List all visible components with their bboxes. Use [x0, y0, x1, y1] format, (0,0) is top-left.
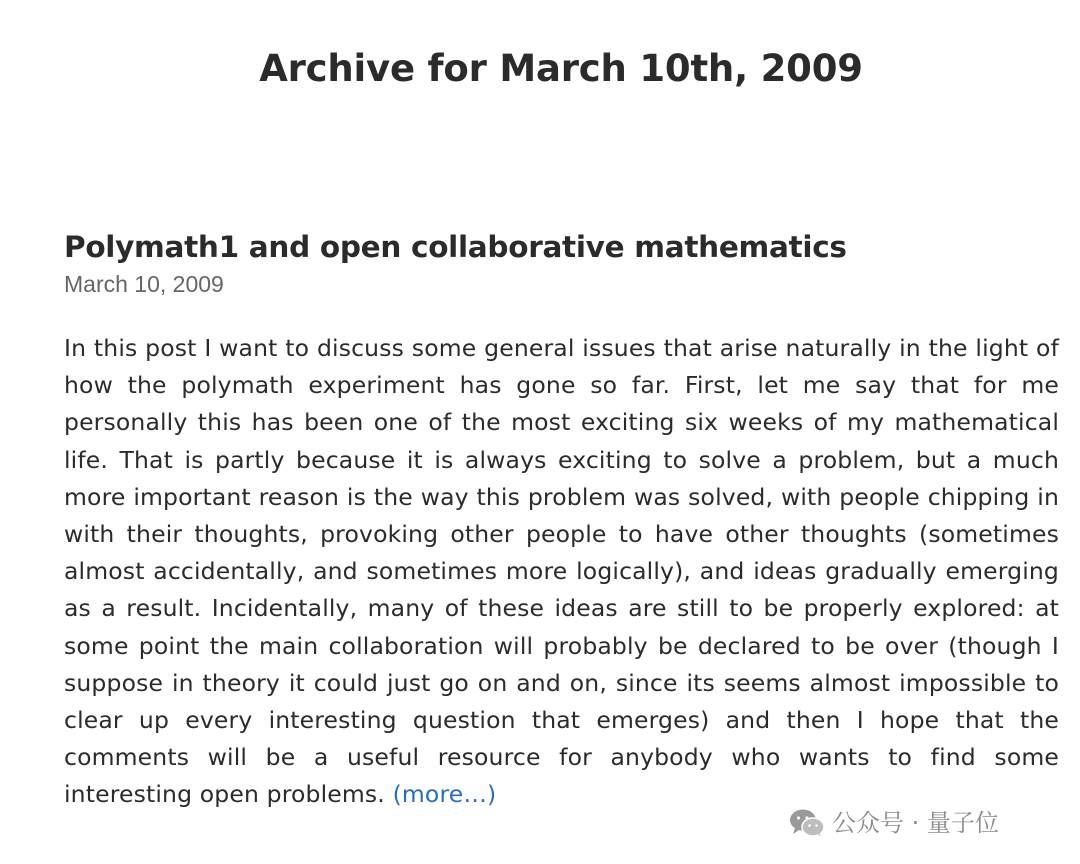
- watermark: [782, 804, 1005, 842]
- post-excerpt-text: In this post I want to discuss some general issues that arise naturally in the light of how the polymath experiment has gone so far. First, let me say that for me personally this has been one of the most exciting six weeks of my mathematical life. That is partly because it is always exciting to solve a problem, but a much more important reason is the way this problem was solved, with people chipping in with their thoughts, provoking other people to have other thoughts (sometimes almost accidentally, and sometimes more logically), and ideas gradually emerging as a result. Incidentally, many of these ideas are still to be properly explored: at some point the main collaboration will probably be declared to be over (though I suppose in theory it could just go on and on, since its seems almost impossible to clear up every interesting question that emerges) and then I hope that the comments will be a useful resource for anybody who wants to find some interesting open problems.: [64, 334, 1059, 809]
- post-title[interactable]: Polymath1 and open collaborative mathematics: [64, 230, 847, 264]
- post-date: March 10, 2009: [64, 271, 224, 297]
- post-excerpt: [64, 330, 1059, 814]
- archive-title: Archive for March 10th, 2009: [259, 47, 863, 90]
- more-link[interactable]: (more…): [392, 780, 497, 809]
- post: [64, 226, 1059, 814]
- wechat-icon: [788, 808, 826, 838]
- watermark-text: 公众号 · 量子位: [832, 809, 999, 837]
